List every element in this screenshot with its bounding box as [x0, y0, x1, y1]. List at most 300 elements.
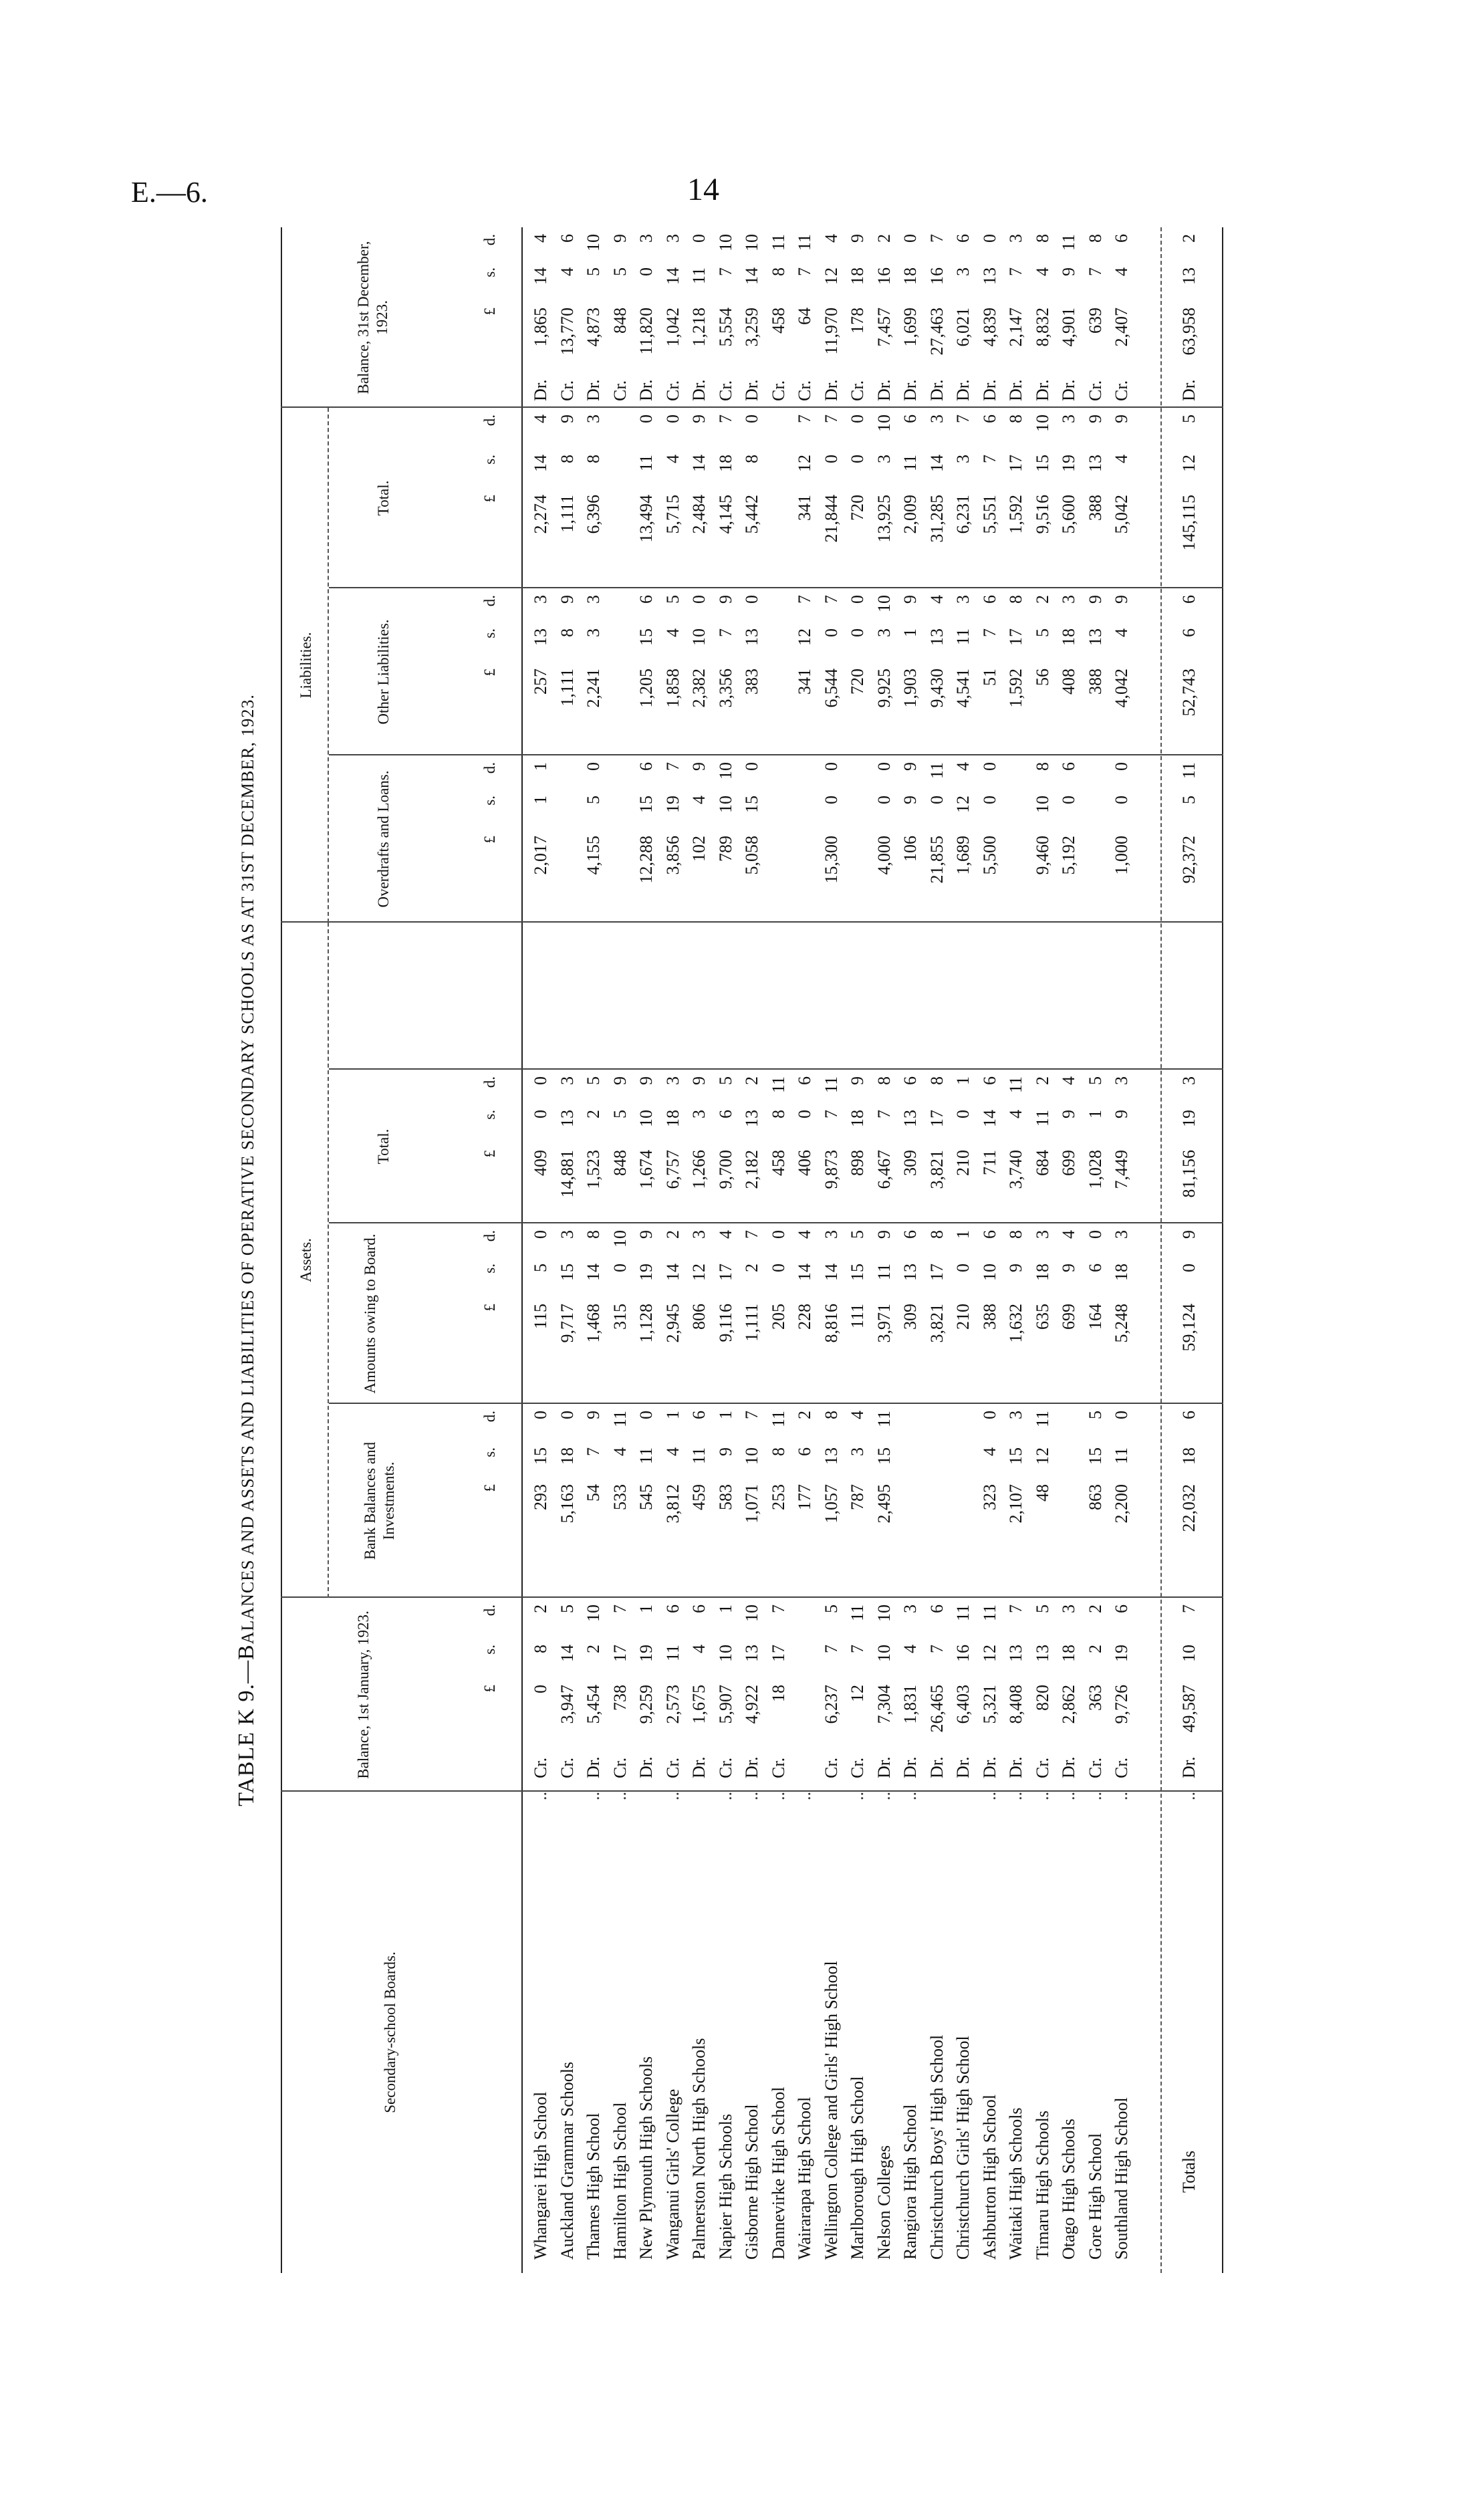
lt-s: 14: [689, 455, 709, 472]
at-p: 3,740: [1006, 1150, 1025, 1189]
board-name: Gisborne High School: [742, 2104, 761, 2260]
at-p: 81,156: [1179, 1150, 1199, 1198]
bc-d: 7: [926, 234, 947, 243]
balance-close-prefix: Dr.: [900, 379, 920, 401]
bank-s: 11: [689, 1447, 709, 1465]
ol-p: 383: [742, 669, 761, 695]
ol-d: 3: [953, 595, 973, 604]
lt-d: 8: [1006, 414, 1025, 423]
bo-s: 19: [636, 1645, 656, 1662]
balance-close-prefix: Dr.: [1006, 379, 1025, 401]
at-s: 17: [926, 1110, 947, 1127]
at-d: 5: [584, 1076, 603, 1085]
lt-d: 0: [848, 414, 867, 423]
unit-pence: d.: [481, 1076, 498, 1088]
bc-d: 11: [1059, 234, 1078, 251]
header-liab-total: Total.: [375, 480, 392, 516]
at-s: 6: [715, 1110, 735, 1118]
at-p: 9,700: [715, 1150, 735, 1189]
table-row: [845, 227, 870, 2273]
at-s: 13: [557, 1110, 577, 1127]
owe-d: 0: [768, 1230, 788, 1239]
at-p: 14,881: [557, 1150, 577, 1198]
balance-close-prefix: Dr.: [636, 379, 656, 401]
bank-d: 11: [610, 1411, 630, 1428]
at-d: 9: [689, 1076, 709, 1085]
bo-d: 7: [1179, 1604, 1199, 1613]
bc-p: 4,873: [584, 308, 603, 347]
lt-p: 5,042: [1112, 495, 1131, 534]
od-s: 9: [900, 796, 920, 804]
owe-d: 8: [926, 1230, 947, 1239]
bo-s: 10: [715, 1645, 735, 1662]
unit-pound: £: [481, 1685, 498, 1693]
bc-p: 3,259: [742, 308, 761, 347]
owe-p: 210: [953, 1304, 973, 1330]
bo-d: 6: [926, 1604, 947, 1613]
owe-d: 3: [1032, 1230, 1052, 1239]
table-row: [555, 227, 580, 2273]
bank-s: 4: [979, 1447, 999, 1456]
owe-s: 0: [1179, 1264, 1199, 1272]
board-name: Wairarapa High School: [795, 2097, 814, 2260]
owe-s: 18: [1032, 1264, 1052, 1281]
ol-p: 341: [795, 669, 814, 695]
bank-p: 1,071: [742, 1484, 761, 1524]
bo-p: 6,403: [953, 1685, 973, 1724]
board-name: Marlborough High School: [848, 2076, 867, 2260]
at-s: 7: [874, 1110, 894, 1118]
ol-d: 0: [742, 595, 761, 604]
lt-d: 9: [557, 414, 577, 423]
balance-close-prefix: Dr.: [926, 379, 947, 401]
owe-p: 315: [610, 1304, 630, 1330]
owe-s: 14: [662, 1264, 683, 1281]
lt-s: 17: [1006, 455, 1025, 472]
bank-p: 863: [1085, 1484, 1105, 1510]
bo-s: 13: [1032, 1645, 1052, 1662]
owe-d: 7: [742, 1230, 761, 1239]
lt-s: 13: [1085, 455, 1105, 472]
ol-s: 3: [874, 628, 894, 637]
owe-s: 9: [1006, 1264, 1025, 1272]
bo-s: 7: [926, 1645, 947, 1653]
table-title: [234, 227, 259, 2273]
owe-d: 4: [1059, 1230, 1078, 1239]
bo-p: 363: [1085, 1685, 1105, 1711]
owe-p: 164: [1085, 1304, 1105, 1330]
od-p: 789: [715, 836, 735, 862]
bc-p: 13,770: [557, 308, 577, 356]
ol-d: 5: [662, 595, 683, 604]
balance-open-prefix: Cr.: [1032, 1757, 1052, 1778]
ol-s: 15: [636, 628, 656, 646]
at-p: 458: [768, 1150, 788, 1176]
bo-p: 18: [768, 1685, 788, 1702]
leader-dots: ..: [900, 1792, 920, 1800]
owe-p: 8,816: [821, 1304, 841, 1343]
ol-p: 9,925: [874, 669, 894, 708]
ol-d: 10: [874, 595, 894, 612]
bc-s: 16: [874, 267, 894, 285]
lt-d: 5: [1179, 414, 1199, 423]
table-top-rule: [281, 227, 282, 2273]
bo-d: 2: [1085, 1604, 1105, 1613]
bank-s: 3: [848, 1447, 867, 1456]
bo-s: 16: [953, 1645, 973, 1662]
balance-open-prefix: Dr.: [1179, 1756, 1199, 1778]
at-p: 2,182: [742, 1150, 761, 1189]
bc-p: 6,021: [953, 308, 973, 347]
bank-s: 15: [874, 1447, 894, 1465]
lt-d: 7: [715, 414, 735, 423]
owe-d: 9: [1179, 1230, 1199, 1239]
bo-d: 2: [531, 1604, 550, 1613]
owe-p: 9,116: [715, 1304, 735, 1342]
bo-p: 1,675: [689, 1685, 709, 1724]
ol-p: 257: [531, 669, 550, 695]
leader-dots: ..: [584, 1792, 603, 1800]
bc-d: 6: [1112, 234, 1131, 243]
bc-p: 178: [848, 308, 867, 334]
bc-p: 1,042: [662, 308, 683, 347]
header-balance-close: Balance, 31st December, 1923.: [355, 241, 390, 394]
table-row: [660, 227, 686, 2273]
bank-p: 177: [795, 1484, 814, 1510]
at-s: 0: [953, 1110, 973, 1118]
od-d: 0: [742, 762, 761, 771]
owe-d: 9: [636, 1230, 656, 1239]
ol-d: 8: [1006, 595, 1025, 604]
at-d: 2: [742, 1076, 761, 1085]
lt-d: 0: [742, 414, 761, 423]
bank-d: 0: [557, 1411, 577, 1419]
bank-p: 459: [689, 1484, 709, 1510]
balance-open-prefix: Cr.: [557, 1757, 577, 1778]
balance-close-prefix: Dr.: [531, 379, 550, 401]
board-name: Whangarei High School: [531, 2091, 550, 2260]
owe-d: 2: [662, 1230, 683, 1239]
bo-d: 11: [979, 1604, 999, 1622]
lt-p: 4,145: [715, 495, 735, 534]
table-row: [792, 227, 818, 2273]
balance-open-prefix: Cr.: [848, 1757, 867, 1778]
bc-p: 11,820: [636, 308, 656, 355]
unit-pence: d.: [481, 1230, 498, 1242]
owe-s: 14: [795, 1264, 814, 1281]
table-row: [634, 227, 659, 2273]
header-owing: Amounts owing to Board.: [362, 1233, 378, 1394]
bc-p: 2,407: [1112, 308, 1131, 347]
unit-pence: d.: [481, 762, 498, 774]
leader-dots: ..: [795, 1792, 814, 1800]
ol-d: 9: [1085, 595, 1105, 604]
bank-d: 5: [1085, 1411, 1105, 1419]
bc-s: 0: [636, 267, 656, 276]
at-d: 3: [557, 1076, 577, 1085]
at-s: 7: [821, 1110, 841, 1118]
od-d: 0: [979, 762, 999, 771]
bc-d: 2: [1179, 234, 1199, 243]
bc-s: 13: [1179, 267, 1199, 285]
bo-d: 1: [636, 1604, 656, 1613]
bank-d: 0: [531, 1411, 550, 1419]
lt-p: 341: [795, 495, 814, 521]
board-name: Hamilton High School: [610, 2102, 630, 2260]
bank-p: 3,812: [662, 1484, 683, 1524]
bo-p: 26,465: [926, 1685, 947, 1733]
at-d: 3: [1179, 1076, 1199, 1085]
bank-s: 11: [1112, 1447, 1131, 1465]
lt-d: 9: [1112, 414, 1131, 423]
unit-pound: £: [481, 1304, 498, 1312]
leader-dots: ..: [742, 1792, 761, 1800]
bo-d: 3: [900, 1604, 920, 1613]
table-title-rest: ALANCES AND ASSETS AND LIABILITIES OF OPERATIVE SECONDARY SCHOOLS AS AT 31ST DECEMBER, 1923.: [238, 694, 257, 1645]
at-d: 6: [979, 1076, 999, 1085]
leader-dots: ..: [848, 1792, 867, 1800]
balance-open-prefix: Cr.: [662, 1757, 683, 1778]
lt-s: 0: [821, 455, 841, 463]
owe-p: 3,821: [926, 1304, 947, 1343]
ol-p: 3,356: [715, 669, 735, 708]
bc-p: 7,457: [874, 308, 894, 347]
at-s: 14: [979, 1110, 999, 1127]
ol-d: 9: [715, 595, 735, 604]
bank-d: 7: [742, 1411, 761, 1419]
at-p: 1,028: [1085, 1150, 1105, 1189]
table-row: [924, 227, 950, 2273]
owe-p: 1,111: [742, 1304, 761, 1342]
balances-table: [281, 227, 1223, 2273]
bank-d: 0: [636, 1411, 656, 1419]
owe-s: 14: [821, 1264, 841, 1281]
bo-p: 9,259: [636, 1685, 656, 1724]
bc-d: 10: [715, 234, 735, 251]
liabilities-group-rule: [328, 408, 329, 923]
owe-s: 12: [689, 1264, 709, 1281]
owe-s: 11: [874, 1264, 894, 1281]
bo-s: 12: [979, 1645, 999, 1662]
at-p: 6,467: [874, 1150, 894, 1189]
bc-s: 5: [610, 267, 630, 276]
bc-s: 12: [821, 267, 841, 285]
od-s: 15: [636, 796, 656, 813]
balance-open-prefix: Dr.: [953, 1756, 973, 1778]
leader-dots: ..: [531, 1792, 550, 1800]
bo-d: 11: [953, 1604, 973, 1622]
lt-p: 1,592: [1006, 495, 1025, 534]
at-s: 11: [1032, 1110, 1052, 1127]
lt-p: 31,285: [926, 495, 947, 543]
od-p: 1,000: [1112, 836, 1131, 875]
bank-s: 8: [768, 1447, 788, 1456]
bo-d: 7: [610, 1604, 630, 1613]
owe-d: 0: [1085, 1230, 1105, 1239]
table-row: [1030, 227, 1056, 2273]
balance-open-prefix: Cr.: [610, 1757, 630, 1778]
od-d: 1: [531, 762, 550, 771]
lt-d: 3: [926, 414, 947, 423]
bo-p: 4,922: [742, 1685, 761, 1724]
leader-dots: ..: [1059, 1792, 1078, 1800]
bo-s: 10: [874, 1645, 894, 1662]
bank-d: 4: [848, 1411, 867, 1419]
od-d: 7: [662, 762, 683, 771]
leader-dots: ..: [1006, 1792, 1025, 1800]
bo-d: 10: [742, 1604, 761, 1622]
owe-p: 115: [531, 1304, 550, 1330]
balance-open-prefix: Dr.: [742, 1756, 761, 1778]
lt-s: 3: [953, 455, 973, 463]
ol-d: 4: [926, 595, 947, 604]
lt-p: 5,551: [979, 495, 999, 534]
bc-p: 5,554: [715, 308, 735, 347]
lt-p: 2,274: [531, 495, 550, 534]
ol-s: 0: [848, 628, 867, 637]
at-d: 3: [1112, 1076, 1131, 1085]
od-p: 106: [900, 836, 920, 862]
bo-p: 49,587: [1179, 1685, 1199, 1733]
lt-p: 5,442: [742, 495, 761, 534]
owe-s: 10: [979, 1264, 999, 1281]
lt-s: 12: [795, 455, 814, 472]
at-p: 848: [610, 1150, 630, 1176]
od-p: 5,500: [979, 836, 999, 875]
bo-p: 3,947: [557, 1685, 577, 1724]
ol-s: 4: [1112, 628, 1131, 637]
bc-d: 2: [874, 234, 894, 243]
at-p: 898: [848, 1150, 867, 1176]
od-s: 5: [584, 796, 603, 804]
bank-s: 18: [1179, 1447, 1199, 1465]
bank-d: 6: [689, 1411, 709, 1419]
at-d: 0: [531, 1076, 550, 1085]
unit-shilling: s.: [481, 1447, 498, 1457]
lt-d: 7: [795, 414, 814, 423]
owe-s: 18: [1112, 1264, 1131, 1281]
od-s: 10: [1032, 796, 1052, 813]
owe-p: 9,717: [557, 1304, 577, 1343]
bc-p: 11,970: [821, 308, 841, 355]
ol-d: 9: [1112, 595, 1131, 604]
owe-d: 3: [557, 1230, 577, 1239]
ol-p: 1,858: [662, 669, 683, 708]
unit-shilling: s.: [481, 1264, 498, 1274]
header-assets: Assets.: [297, 1238, 314, 1282]
unit-pound: £: [481, 669, 498, 677]
bo-s: 13: [1006, 1645, 1025, 1662]
bank-d: 9: [584, 1411, 603, 1419]
ol-s: 13: [1085, 628, 1105, 646]
balance-open-prefix: Cr.: [715, 1757, 735, 1778]
lt-d: 6: [979, 414, 999, 423]
ol-d: 9: [900, 595, 920, 604]
owe-s: 19: [636, 1264, 656, 1281]
od-s: 0: [874, 796, 894, 804]
balance-open-prefix: Cr.: [531, 1757, 550, 1778]
balance-open-prefix: Cr.: [1112, 1757, 1131, 1778]
lt-s: 7: [979, 455, 999, 463]
od-p: 1,689: [953, 836, 973, 875]
at-p: 6,757: [662, 1150, 683, 1189]
bo-s: 2: [584, 1645, 603, 1653]
bo-s: 7: [848, 1645, 867, 1653]
owe-p: 635: [1032, 1304, 1052, 1330]
balance-open-prefix: Dr.: [689, 1756, 709, 1778]
lt-p: 2,484: [689, 495, 709, 534]
balance-close-prefix: Dr.: [689, 379, 709, 401]
balance-open-prefix: Dr.: [874, 1756, 894, 1778]
bank-p: 48: [1032, 1484, 1052, 1502]
lt-p: 9,516: [1032, 495, 1052, 534]
bank-s: 4: [662, 1447, 683, 1456]
owe-s: 2: [742, 1264, 761, 1272]
bc-p: 1,699: [900, 308, 920, 347]
bc-s: 14: [531, 267, 550, 285]
lt-s: 12: [1179, 455, 1199, 472]
header-bank: Bank Balances and Investments.: [362, 1441, 397, 1560]
bank-p: 2,200: [1112, 1484, 1131, 1524]
bank-d: 11: [874, 1411, 894, 1428]
ol-s: 5: [1032, 628, 1052, 637]
lt-d: 9: [1085, 414, 1105, 423]
bank-d: 1: [662, 1411, 683, 1419]
bc-s: 13: [979, 267, 999, 285]
at-d: 4: [1059, 1076, 1078, 1085]
leader-dots: ..: [979, 1792, 999, 1800]
lt-p: 6,231: [953, 495, 973, 534]
bc-d: 3: [1006, 234, 1025, 243]
balance-close-prefix: Dr.: [874, 379, 894, 401]
table-row: [1109, 227, 1134, 2273]
od-s: 10: [715, 796, 735, 813]
owe-s: 14: [584, 1264, 603, 1281]
table-row: [951, 227, 976, 2273]
ol-d: 6: [979, 595, 999, 604]
unit-shilling: s.: [481, 1110, 498, 1120]
bc-s: 4: [1112, 267, 1131, 276]
unit-shilling: s.: [481, 796, 498, 806]
at-d: 6: [900, 1076, 920, 1085]
balance-close-prefix: Cr.: [768, 380, 788, 401]
bank-d: 0: [1112, 1411, 1131, 1419]
leader-dots: ..: [1112, 1792, 1131, 1800]
bc-d: 0: [900, 234, 920, 243]
at-d: 5: [1085, 1076, 1105, 1085]
od-d: 0: [821, 762, 841, 771]
balance-close-prefix: Dr.: [584, 379, 603, 401]
balance-open-prefix: Dr.: [979, 1756, 999, 1778]
ol-p: 56: [1032, 669, 1052, 686]
ol-p: 1,111: [557, 669, 577, 707]
bo-p: 0: [531, 1685, 550, 1693]
at-s: 10: [636, 1110, 656, 1127]
bo-d: 10: [584, 1604, 603, 1622]
bo-p: 5,454: [584, 1685, 603, 1724]
owe-d: 3: [689, 1230, 709, 1239]
od-p: 4,000: [874, 836, 894, 875]
balance-open-prefix: Dr.: [900, 1756, 920, 1778]
bo-s: 19: [1112, 1645, 1131, 1662]
bo-p: 1,831: [900, 1685, 920, 1724]
balance-open-prefix: Dr.: [1006, 1756, 1025, 1778]
at-d: 11: [821, 1076, 841, 1094]
bank-p: 2,107: [1006, 1484, 1025, 1524]
bc-s: 16: [926, 267, 947, 285]
od-d: 9: [689, 762, 709, 771]
header-bottom-rule: [521, 227, 523, 2273]
